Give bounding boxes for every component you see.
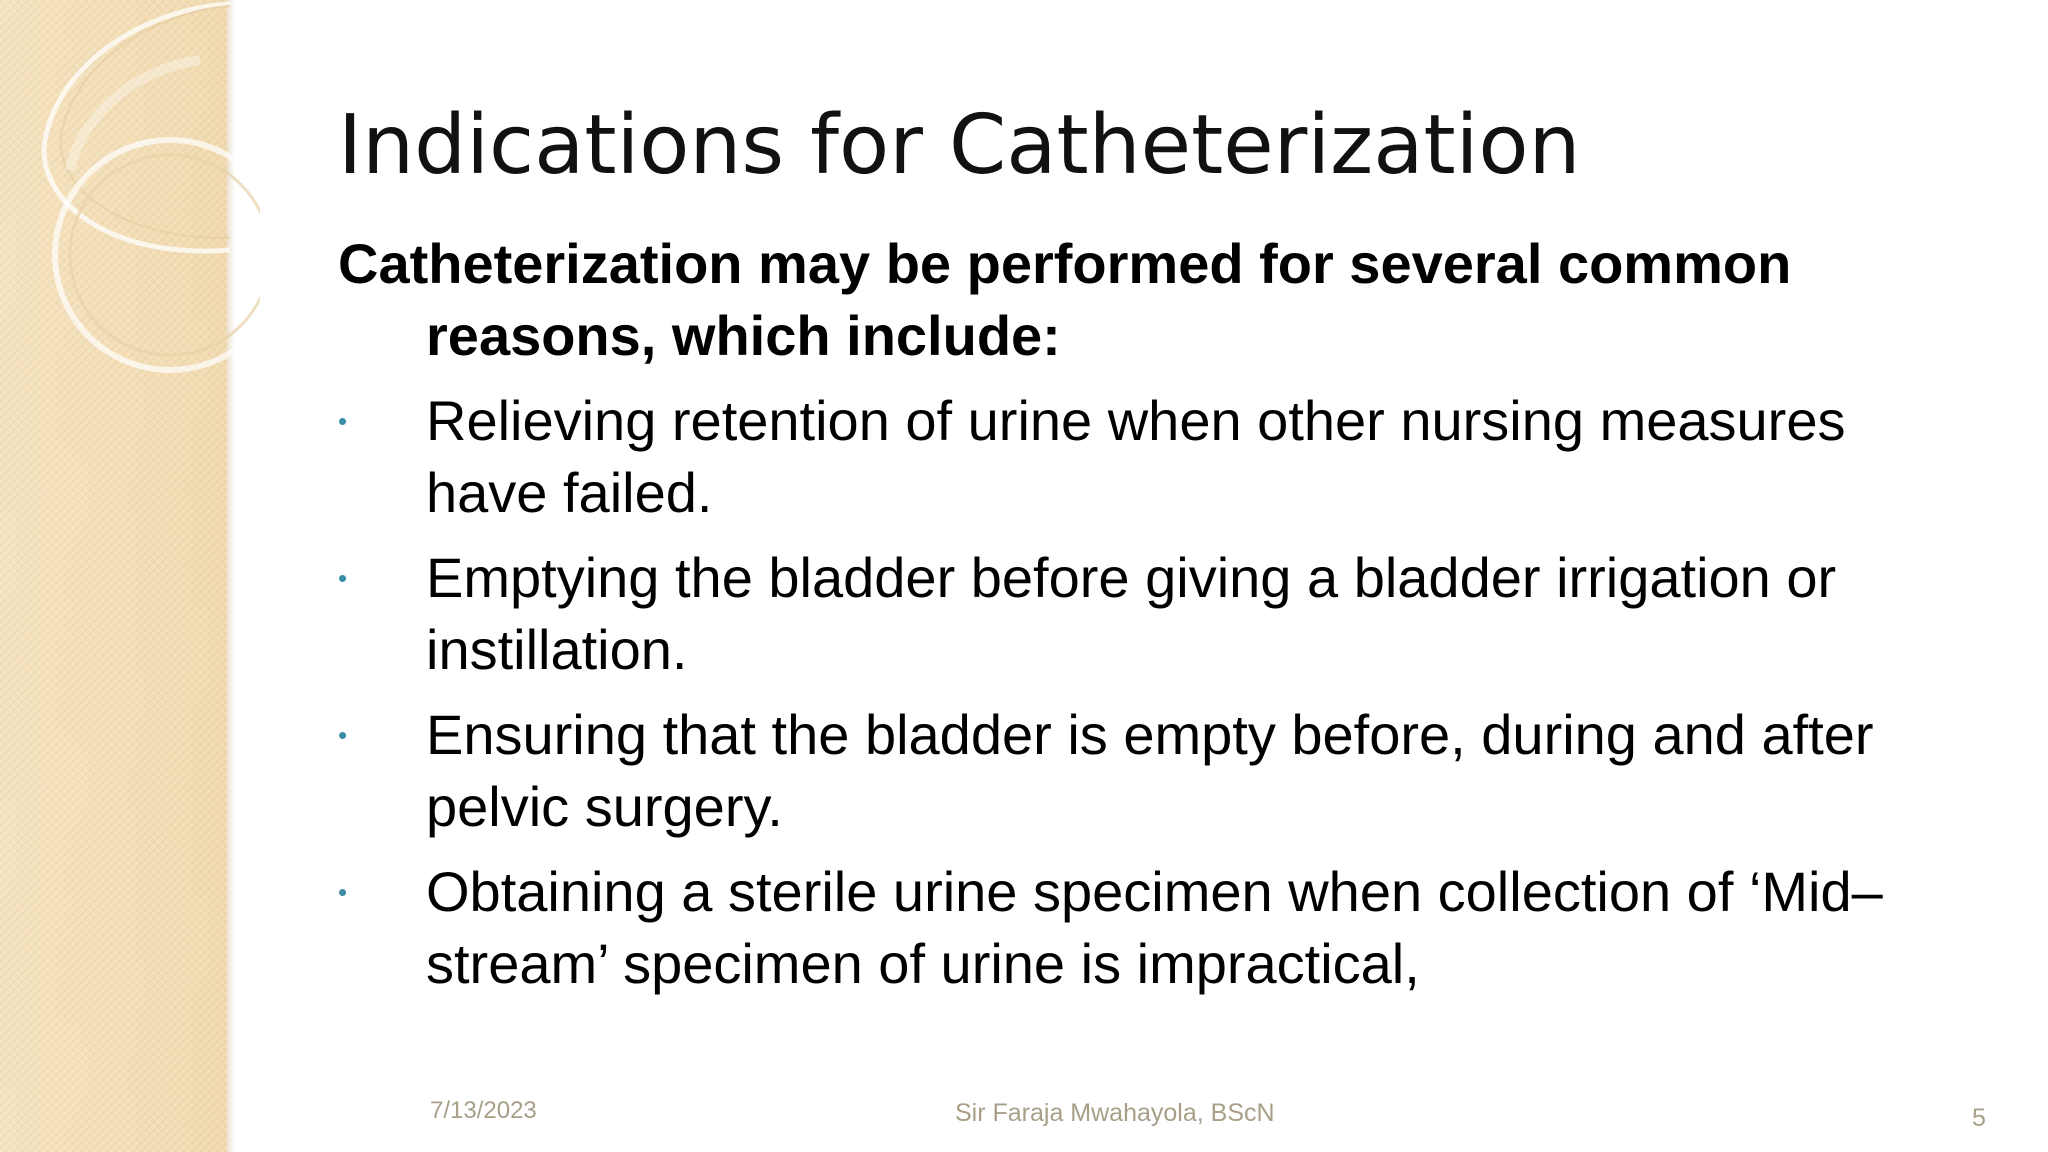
list-item xyxy=(338,699,1978,843)
slide-body xyxy=(338,228,1978,1000)
bullet-icon: • xyxy=(338,406,348,436)
bullet-list xyxy=(338,385,1978,1000)
list-item xyxy=(338,385,1978,529)
bullet-text: Emptying the bladder before giving a bladder irrigation or instillation. xyxy=(426,546,1837,681)
slide-title: Indications for Catheterization xyxy=(338,98,1581,193)
footer-author: Sir Faraja Mwahayola, BScN xyxy=(955,1099,1275,1127)
bullet-text: Obtaining a sterile urine specimen when collection of ‘Mid–stream’ specimen of urine is impractical, xyxy=(426,860,1883,995)
intro-paragraph: Catheterization may be performed for several common reasons, which include: xyxy=(338,232,1792,367)
bullet-text: Relieving retention of urine when other nursing measures have failed. xyxy=(426,389,1846,524)
footer-date: 7/13/2023 xyxy=(430,1097,537,1124)
bullet-text: Ensuring that the bladder is empty before, during and after pelvic surgery. xyxy=(426,703,1874,838)
bullet-icon: • xyxy=(338,563,348,593)
list-item xyxy=(338,856,1978,1000)
slide-number: 5 xyxy=(1972,1104,1986,1132)
bullet-icon: • xyxy=(338,720,348,750)
list-item xyxy=(338,542,1978,686)
bullet-icon: • xyxy=(338,877,348,907)
decorative-swirl-graphic xyxy=(0,0,260,400)
